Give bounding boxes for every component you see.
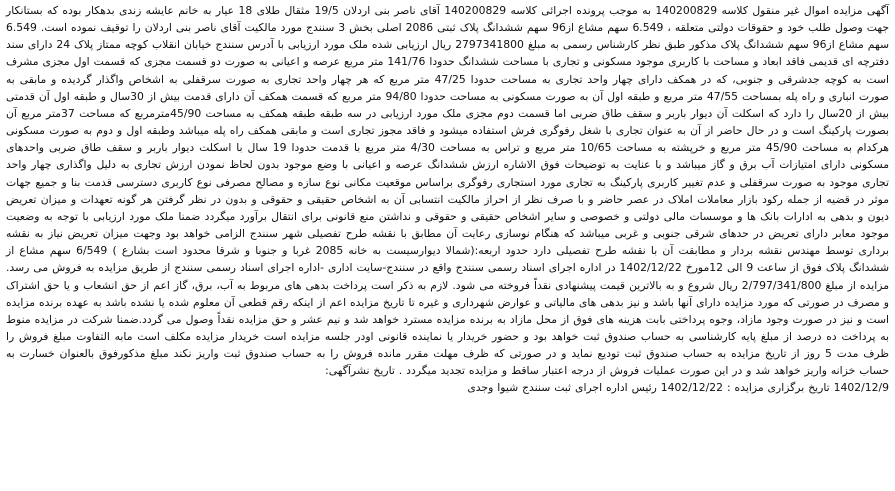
publish-date: 1402/12/9 [833, 381, 889, 395]
auction-notice [6, 2, 889, 489]
auction-date: 1402/12/22 [660, 381, 724, 395]
notice-body-text: آگهی مزایده اموال غیر منقول کلاسه 140200829 به موجب پرونده اجرائی کلاسه 140200829 آقای ناصر بنی اردلان 19/5 مثقال طلای 18 عیار به خانم عایشه زندی بدهکار بوده که بستانکار جهت وصول طلب خود و حقوقات دولتی متعلقه ، 6.549 سهم مشاع از96 سهم ششدانگ پلاک ثبتی 2086 اصلی بخش 3 سنندج مورد مالکیت آقای ناصر بنی اردلان را توقیف نموده است. 6.549 سهم مشاع از96 سهم ششدانگ پلاک مذکور طبق نظر کارشناس رسمی به مبلغ 2797341800 ریال ارزیابی شده ملک مورد ارزیابی با آدرس سنندج خیابان انقلاب کوچه ممتاز پلاک 24 دارای سند دفترچه ای قدیمی فاقد ابعاد و مساحت با کاربری موجود مسکونی و تجاری با مساحت ششدانگ حدودا 141/76 متر مربع عرصه و اعیانی به صورت دو قسمت مجزی که قسمت اول مجزی مشرف است به کوچه جدشرقی و جنوبی، که در همکف دارای چهار واحد تجاری به مساحت حدودا 47/25 متر مربع که هر چهار واحد تجاری به صورت سرقفلی به اشخاص واگذار گردیده و مابقی به صورت انباری و راه پله بمساحت 47/55 متر مربع و طبقه اول آن به صورت مسکونی به مساحت حدودا 94/80 متر مربع که قسمت همکف آن دارای قدمت بیش از 30سال و طبقه اول آن قدمتی بیش از 20سال را دارد که اسکلت آن دیوار باربر و سقف طاق ضربی اما قسمت دوم مجزی ملک مورد ارزیابی در سه طبقه طبقه همکف به مساحت 45/90مترمربع که مساحت 37متر مربع آن بصورت پارکینگ است و در حال حاضر از آن به عنوان تجاری با شغل رفوگری فرش استفاده میشود و فاقد مجوز تجاری است و مابقی همکف راه پله میباشد وطبقه اول و دوم به صورت مسکونی هرکدام به مساحت 45/90 متر مربع و خرپشته به مساحت 10/65 متر مربع و تراس به مساحت 4/30 متر مربع با قدمت حدودا 19 سال با اسکلت دیوار باربر و سقف طاق ضربی واحدهای مسکونی دارای امتیازات آب برق و گاز میباشد و با عنایت به توضیحات فوق الاشاره ارزش ششدانگ عرصه و اعیانی با وضع موجود بدون لحاظ نمودن ارزش تجاری به دلیل واگذاری چهار واحد تجاری موجود به صورت سرقفلی و عدم تغییر کاربری پارکینگ به تجاری مورد استجاری رفوگری براساس موقعیت مکانی نوع سازه و مصالح مصرفی نوع کاربری دسترسی قدمت بنا و جمیع جهات موثر در قضیه از جمله رکود بازار معاملات املاک در عصر حاضر و با صرف نظر از احراز مالکیت انتسابی آن به اشخاص حقیقی و حقوقی و بدون در نظر گرفتن هر گونه تعهدات و میزان تعریض دیون و بدهی به ادارات بانک ها و موسسات مالی دولتی و خصوصی و سایر اشخاص حقیقی و حقوقی و نداشتن منع قانونی برای انتقال برآورد میگردد ضمنا ملک مورد ارزیابی با توجه به وضعیت موجود معابر دارای تعریض در حدهای شرقی جنوبی و غربی میباشد که هنگام نوسازی رعایت آن مطابق با نقشه طرح تفصیلی شهر سنندج الزامی خواهد بود وجهت میزان تعریض نیاز به نقشه برداری توسط مهندس نقشه بردار و مطابقت آن با نقشه طرح تفصیلی دارد حدود اربعه:(شمالا دیوارسیست به خانه 2085 غربا و جنوبا و شرقا محدود است بشارع ) 6/549 سهم مشاع از ششدانگ پلاک فوق از ساعت 9 الی 12مورخ 1402/12/22 در اداره اجرای اسناد رسمی سنندج واقع در سنندج-سایت اداری -اداره اجرای اسناد رسمی سنندج از طریق مزایده به فروش می رسد. مزایده از مبلغ 2/797/341/800 ریال شروع و به بالاترین قیمت پیشنهادی نقداً فروخته می شود. لازم به ذکر است پرداخت بدهی های مربوط به آب، برق، گاز اعم از حق انشعاب و یا حق اشتراک و مصرف در صورتی که مورد مزایده دارای آنها باشد و نیز بدهی های مالیاتی و عوارض شهرداری و غیره تا تاریخ مزایده اعم از اینکه رقم قطعی آن معلوم شده یا نشده باشد به عهده برنده مزایده است و نیز در صورت وجود مازاد، وجوه پرداختی بابت هزینه های فوق از محل مازاد به برنده مزایده مسترد خواهد شد و نیم عشر و حق مزایده نقداً وصول می گردد.ضمنا شرکت در مزایده منوط به پرداخت ده درصد از مبلغ پایه کارشناسی به حساب صندوق ثبت خواهد بود و حضور خریدار یا نماینده قانونی اودر جلسه مزایده است خریدار مزایده مکلف است مابه التفاوت مبلغ فروش را ظرف مدت 5 روز از تاریخ مزایده به حساب صندوق ثبت تودیع نماید و در صورتی که ظرف مهلت مقرر مانده فروش را به حساب صندوق ثبت واریز نکند مبلغ مذکورفوق بالعنوان خسارت به حساب خزانه واریز خواهد شد و در این صورت عملیات فروش از درجه اعتبار ساقط و مزایده تجدید میگردد . تاریخ نشرآگهی: [6, 4, 890, 378]
notice-footer [6, 379, 889, 396]
auction-date-label: تاریخ برگزاری مزایده : [726, 381, 830, 395]
signature-line: رئیس اداره اجرای ثبت سنندج شیوا وجدی [467, 381, 657, 395]
